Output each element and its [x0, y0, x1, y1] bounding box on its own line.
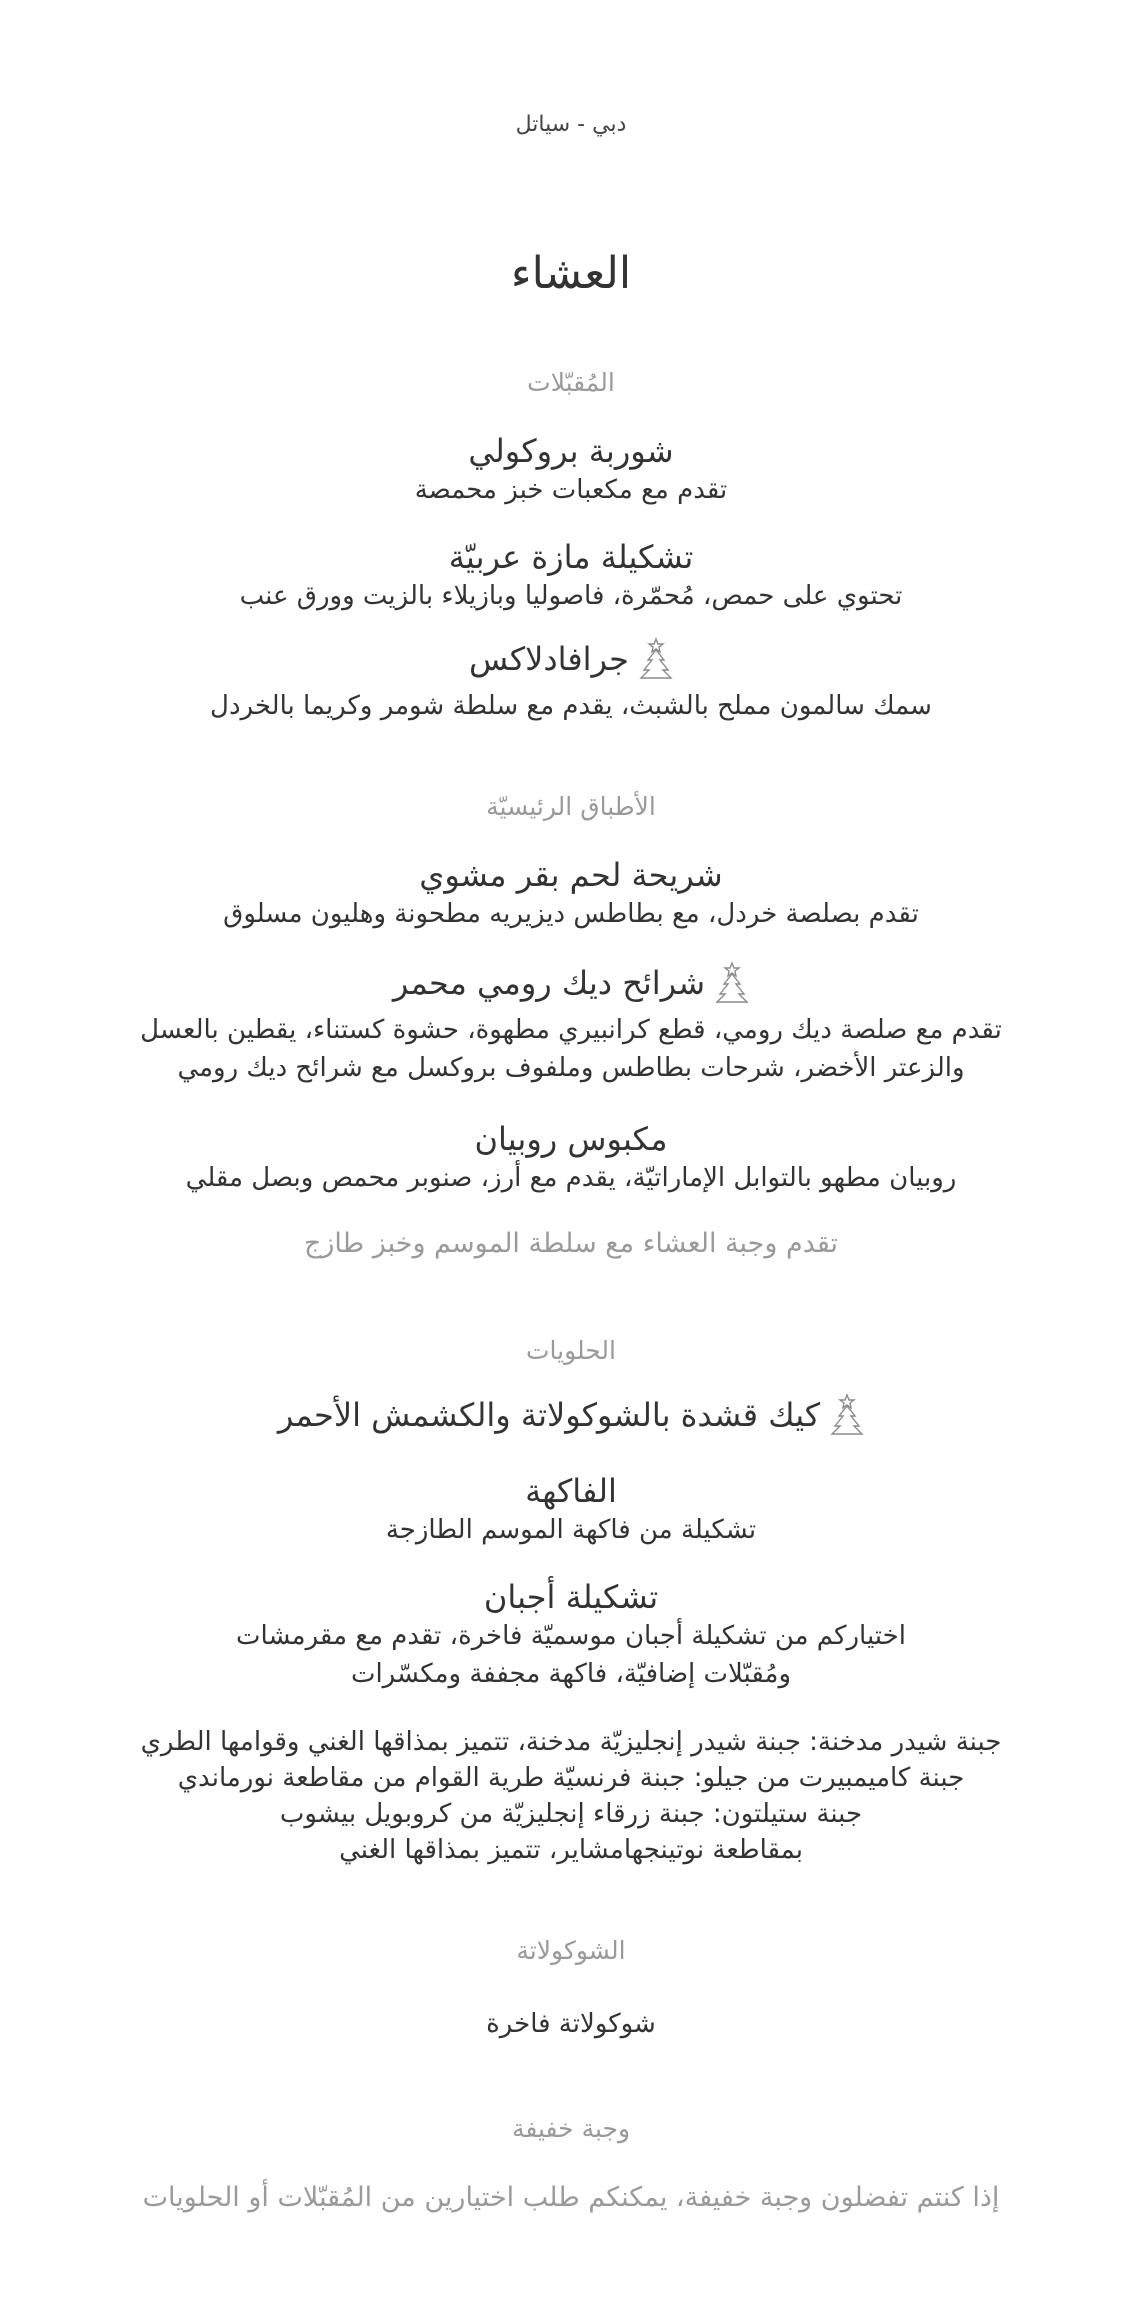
chocolate-item-block [60, 2006, 1082, 2042]
dish-description-line: تقدم مع صلصة ديك رومي، قطع كرانبيري مطهوة، حشوة كستناء، يقطين بالعسل [140, 1015, 1002, 1045]
dish-description-line: والزعتر الأخضر، شرحات بطاطس وملفوف بروكسل مع شرائح ديك رومي [177, 1053, 965, 1083]
dish-roast-beef [60, 856, 1082, 932]
mains-note: تقدم وجبة العشاء مع سلطة الموسم وخبز طازج [303, 1228, 839, 1259]
cheese-line: بمقاطعة نوتينجهامشاير، تتميز بمذاقها الغني [339, 1835, 803, 1865]
dish-description: تشكيلة من فاكهة الموسم الطازجة [385, 1515, 757, 1545]
christmas-tree-icon [715, 960, 749, 1006]
dish-name: شوربة بروكولي [468, 432, 674, 470]
dish-description-line: اختياركم من تشكيلة أجبان موسميّة فاخرة، تقدم مع مقرمشات [236, 1621, 906, 1651]
christmas-tree-icon [639, 636, 673, 682]
page-title: العشاء [510, 248, 632, 299]
cheese-line: جبنة شيدر مدخنة: جبنة شيدر إنجليزيّة مدخنة، تتميز بمذاقها الغني وقوامها الطري [140, 1727, 1002, 1757]
dish-name: جرافادلاكس [469, 640, 629, 678]
dish-name: مكبوس روبيان [474, 1120, 668, 1158]
dish-name: كيك قشدة بالشوكولاتة والكشمش الأحمر [277, 1396, 821, 1434]
snack-heading-block [60, 2114, 1082, 2143]
section-heading-desserts: الحلويات [525, 1336, 616, 1365]
dish-name: تشكيلة مازة عربيّة [448, 538, 694, 576]
dish-description: تقدم مع مكعبات خبز محمصة [414, 475, 728, 505]
snack-note: إذا كنتم تفضلون وجبة خفيفة، يمكنكم طلب اختيارين من المُقبّلات أو الحلويات [142, 2182, 1000, 2213]
dish-name: شرائح ديك رومي محمر [392, 964, 706, 1002]
mains-heading-block [60, 792, 1082, 821]
dish-chocolate-cheesecake [60, 1392, 1082, 1442]
section-heading-starters: المُقبّلات [527, 368, 615, 397]
dish-name-row [393, 960, 749, 1006]
dish-shrimp-machboos [60, 1120, 1082, 1196]
dish-gravadlax [60, 636, 1082, 724]
dish-description: روبيان مطهو بالتوابل الإماراتيّة، يقدم مع أرز، صنوبر محمص وبصل مقلي [185, 1163, 957, 1193]
dish-roast-turkey [60, 960, 1082, 1086]
starters-heading-block [60, 368, 1082, 397]
dish-cheese-selection [60, 1578, 1082, 1692]
dish-fruit [60, 1472, 1082, 1548]
section-heading-mains: الأطباق الرئيسيّة [486, 792, 656, 821]
dish-name: الفاكهة [525, 1472, 617, 1510]
dish-description: تحتوي على حمص، مُحمّرة، فاصوليا وبازيلاء بالزيت وورق عنب [239, 581, 903, 611]
dish-name-row [278, 1392, 864, 1438]
snack-note-block [60, 2182, 1082, 2213]
dish-arabic-mezze [60, 538, 1082, 614]
dish-name: تشكيلة أجبان [483, 1578, 659, 1616]
cheese-list [60, 1724, 1082, 1868]
dish-description-line: ومُقبّلات إضافيّة، فاكهة مجففة ومكسّرات [350, 1659, 792, 1689]
chocolate-item: شوكولاتة فاخرة [486, 2009, 656, 2039]
flight-route: دبي - سياتل [515, 112, 627, 137]
cheese-line: جبنة كاميمبيرت من جيلو: جبنة فرنسيّة طرية القوام من مقاطعة نورماندي [177, 1763, 965, 1793]
desserts-heading-block [60, 1336, 1082, 1365]
section-heading-snack: وجبة خفيفة [511, 2114, 631, 2143]
dish-name-row [469, 636, 673, 682]
mains-note-block [60, 1228, 1082, 1259]
dish-broccoli-soup [60, 432, 1082, 508]
cheese-line: جبنة ستيلتون: جبنة زرقاء إنجليزيّة من كروبويل بيشوب [279, 1799, 863, 1829]
christmas-tree-icon [830, 1392, 864, 1438]
section-heading-chocolate: الشوكولاتة [516, 1936, 626, 1965]
dish-description: سمك سالمون مملح بالشبث، يقدم مع سلطة شومر وكريما بالخردل [210, 691, 932, 721]
chocolate-heading-block [60, 1936, 1082, 1965]
dish-name: شريحة لحم بقر مشوي [419, 856, 723, 894]
dish-description: تقدم بصلصة خردل، مع بطاطس ديزيريه مطحونة وهليون مسلوق [223, 899, 919, 929]
